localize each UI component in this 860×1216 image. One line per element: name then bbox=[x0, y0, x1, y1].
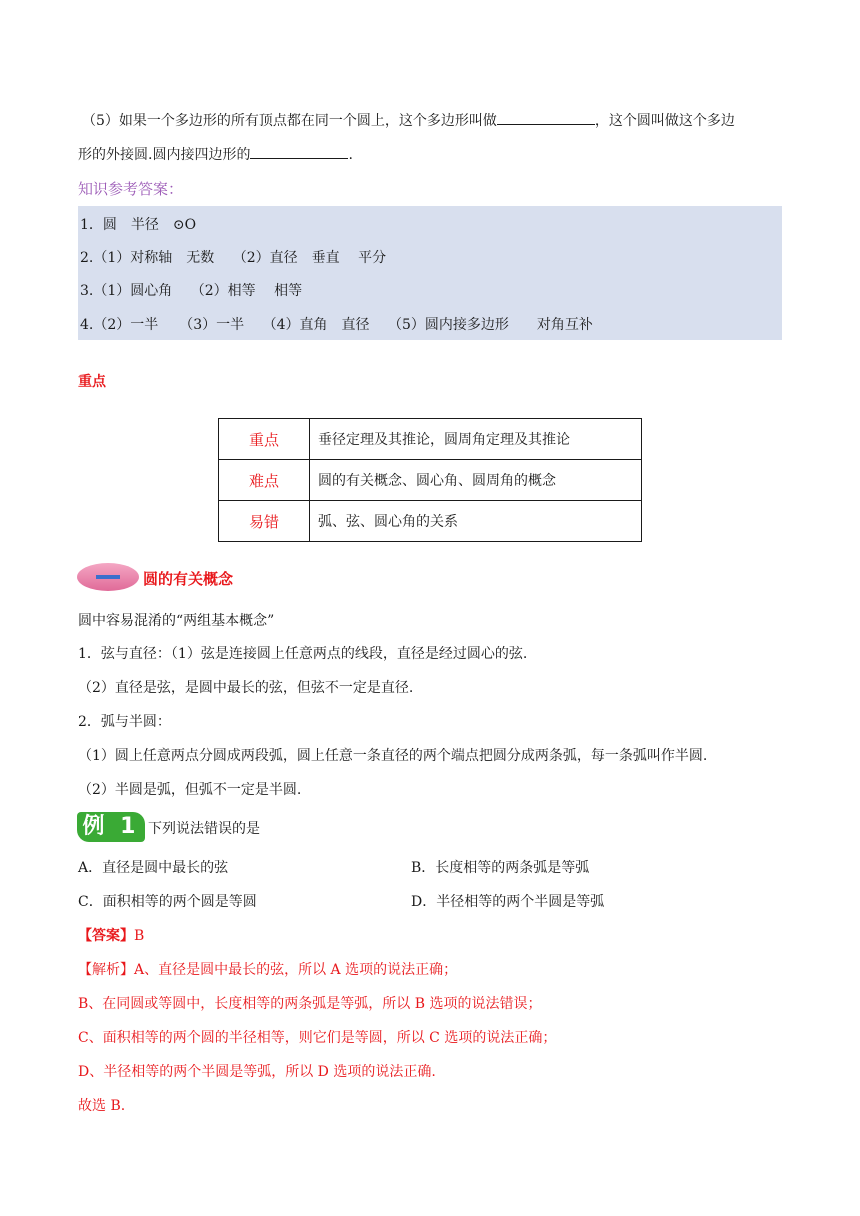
topic-one-badge-icon bbox=[77, 563, 139, 591]
intro-line-2-text-b: . bbox=[348, 147, 353, 163]
table-row bbox=[219, 460, 642, 501]
key-label: 难点 bbox=[219, 460, 310, 501]
conclusion: 故选 B. bbox=[78, 1098, 126, 1114]
key-text: 垂径定理及其推论，圆周角定理及其推论 bbox=[310, 419, 642, 460]
answer-line: 2.（1）对称轴 无数 （2）直径 垂直 平分 bbox=[80, 250, 387, 266]
analysis-line: D、半径相等的两个半圆是等弧，所以 D 选项的说法正确. bbox=[78, 1064, 436, 1080]
answer-heading: 知识参考答案： bbox=[78, 180, 184, 198]
intro-line-1-text-a: （5）如果一个多边形的所有顶点都在同一个圆上，这个多边形叫做 bbox=[82, 113, 497, 129]
body-line: （1）圆上任意两点分圆成两段弧，圆上任意一条直径的两个端点把圆分成两条弧，每一条弧叫作半圆. bbox=[78, 748, 708, 764]
table-row bbox=[219, 419, 642, 460]
key-text: 弧、弦、圆心角的关系 bbox=[310, 501, 642, 542]
option-a: A．直径是圆中最长的弦 bbox=[78, 860, 229, 876]
answer-line: 4.（2）一半 （3）一半 （4）直角 直径 （5）圆内接多边形 对角互补 bbox=[80, 317, 593, 333]
answer-label: 【答案】 bbox=[78, 928, 134, 944]
topic-number-one-icon bbox=[96, 575, 120, 579]
key-text: 圆的有关概念、圆心角、圆周角的概念 bbox=[310, 460, 642, 501]
table-row bbox=[219, 501, 642, 542]
fill-blank bbox=[250, 144, 348, 159]
analysis-line: 【解析】A、直径是圆中最长的弦，所以 A 选项的说法正确； bbox=[78, 962, 458, 978]
body-line: 圆中容易混淆的“两组基本概念” bbox=[78, 613, 275, 629]
example-question: 下列说法错误的是 bbox=[148, 821, 260, 837]
answer-box bbox=[78, 206, 782, 340]
body-line: 1．弦与直径：（1）弦是连接圆上任意两点的线段，直径是经过圆心的弦. bbox=[78, 646, 528, 662]
analysis-line: C、面积相等的两个圆的半径相等，则它们是等圆，所以 C 选项的说法正确； bbox=[78, 1030, 557, 1046]
intro-line-1 bbox=[82, 110, 735, 130]
key-points-table bbox=[218, 418, 642, 542]
fill-blank bbox=[497, 110, 595, 125]
body-line: 2．弧与半圆： bbox=[78, 714, 171, 730]
key-label: 易错 bbox=[219, 501, 310, 542]
section-key-heading: 重点 bbox=[78, 374, 106, 390]
body-line: （2）直径是弦，是圆中最长的弦，但弦不一定是直径. bbox=[78, 680, 414, 696]
analysis-line: B、在同圆或等圆中，长度相等的两条弧是等弧，所以 B 选项的说法错误； bbox=[78, 996, 542, 1012]
answer-line: 3.（1）圆心角 （2）相等 相等 bbox=[80, 283, 303, 299]
example-badge: 例 1 bbox=[77, 812, 145, 842]
body-line: （2）半圆是弧，但弧不一定是半圆. bbox=[78, 782, 302, 798]
key-label: 重点 bbox=[219, 419, 310, 460]
option-d: D．半径相等的两个半圆是等弧 bbox=[411, 894, 605, 910]
answer-line: 1．圆 半径 ⊙O bbox=[80, 217, 197, 233]
intro-line-2 bbox=[78, 144, 353, 164]
option-b: B．长度相等的两条弧是等弧 bbox=[411, 860, 590, 876]
option-c: C．面积相等的两个圆是等圆 bbox=[78, 894, 257, 910]
intro-line-2-text-a: 形的外接圆.圆内接四边形的 bbox=[78, 147, 251, 163]
intro-line-1-text-b: ，这个圆叫做这个多边 bbox=[594, 113, 735, 129]
answer-line bbox=[78, 925, 144, 945]
topic-title: 圆的有关概念 bbox=[143, 570, 234, 588]
answer-value: B bbox=[134, 928, 145, 944]
